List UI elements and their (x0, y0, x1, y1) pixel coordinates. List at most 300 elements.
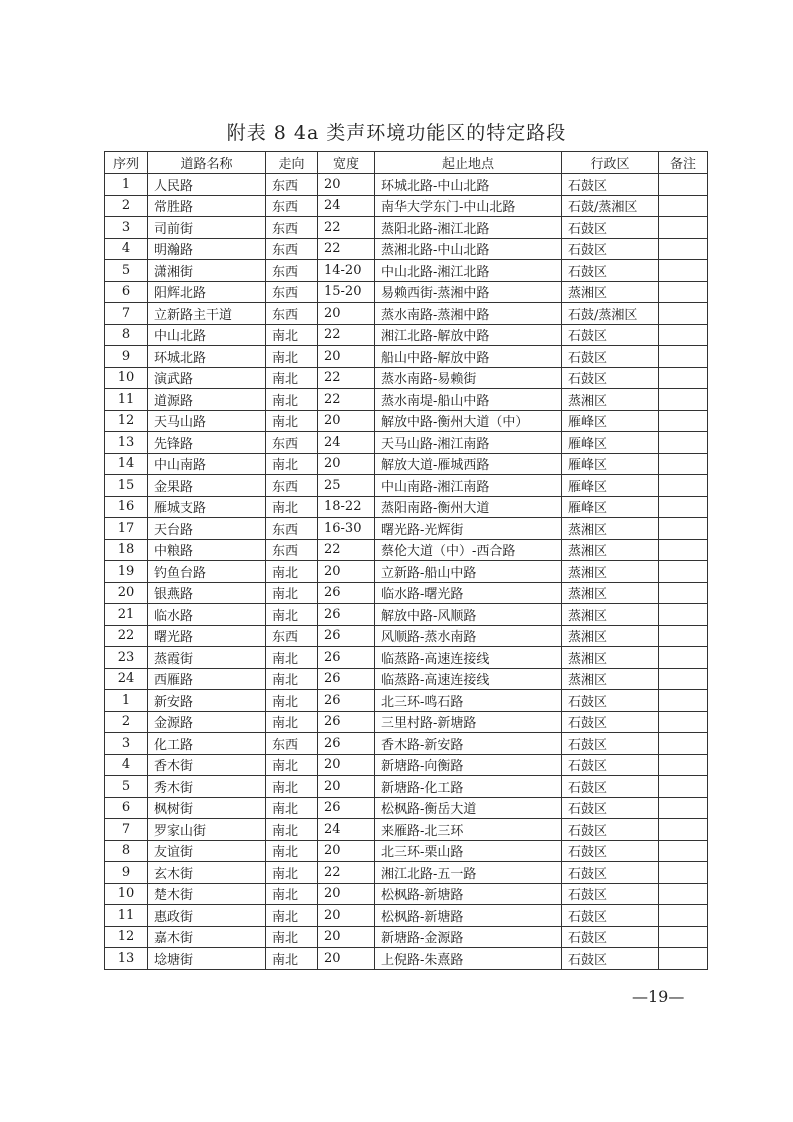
cell-direction: 南北 (266, 453, 318, 475)
cell-road-name: 中山北路 (148, 324, 266, 346)
cell-number: 6 (105, 797, 148, 819)
cell-number: 7 (105, 819, 148, 841)
cell-district: 蒸湘区 (562, 668, 659, 690)
cell-number: 3 (105, 217, 148, 239)
cell-width: 20 (318, 926, 375, 948)
table-row (105, 389, 708, 411)
cell-road-name: 秀木街 (148, 776, 266, 798)
table-row (105, 453, 708, 475)
cell-width: 22 (318, 539, 375, 561)
cell-direction: 南北 (266, 776, 318, 798)
cell-road-name: 明瀚路 (148, 238, 266, 260)
cell-note (659, 432, 708, 454)
cell-width: 22 (318, 217, 375, 239)
cell-direction: 东西 (266, 238, 318, 260)
cell-note (659, 217, 708, 239)
cell-direction: 南北 (266, 819, 318, 841)
cell-road-name: 天马山路 (148, 410, 266, 432)
cell-road-name: 雁城支路 (148, 496, 266, 518)
cell-note (659, 819, 708, 841)
cell-width: 14-20 (318, 260, 375, 282)
cell-district: 石鼓区 (562, 711, 659, 733)
cell-number: 4 (105, 238, 148, 260)
cell-district: 石鼓区 (562, 926, 659, 948)
cell-note (659, 281, 708, 303)
cell-width: 24 (318, 432, 375, 454)
cell-direction: 南北 (266, 711, 318, 733)
table-row (105, 195, 708, 217)
cell-number: 8 (105, 840, 148, 862)
cell-width: 20 (318, 776, 375, 798)
cell-note (659, 518, 708, 540)
cell-width: 22 (318, 862, 375, 884)
cell-note (659, 496, 708, 518)
cell-number: 13 (105, 948, 148, 970)
cell-note (659, 324, 708, 346)
cell-width: 20 (318, 883, 375, 905)
cell-district: 蒸湘区 (562, 281, 659, 303)
cell-road-name: 潇湘街 (148, 260, 266, 282)
cell-direction: 南北 (266, 389, 318, 411)
table-row (105, 217, 708, 239)
cell-number: 14 (105, 453, 148, 475)
cell-start-end: 蒸水南堤-船山中路 (375, 389, 562, 411)
cell-road-name: 道源路 (148, 389, 266, 411)
cell-direction: 东西 (266, 303, 318, 325)
cell-district: 石鼓区 (562, 346, 659, 368)
cell-direction: 东西 (266, 475, 318, 497)
cell-number: 11 (105, 389, 148, 411)
cell-district: 石鼓区 (562, 690, 659, 712)
cell-district: 蒸湘区 (562, 539, 659, 561)
table-row (105, 668, 708, 690)
cell-start-end: 湘江北路-解放中路 (375, 324, 562, 346)
cell-width: 24 (318, 819, 375, 841)
cell-start-end: 中山南路-湘江南路 (375, 475, 562, 497)
cell-direction: 南北 (266, 604, 318, 626)
table-row (105, 324, 708, 346)
cell-district: 石鼓区 (562, 260, 659, 282)
cell-start-end: 南华大学东门-中山北路 (375, 195, 562, 217)
cell-width: 20 (318, 174, 375, 196)
cell-width: 20 (318, 410, 375, 432)
cell-direction: 东西 (266, 432, 318, 454)
cell-note (659, 862, 708, 884)
cell-road-name: 罗家山街 (148, 819, 266, 841)
page-title: 附表 8 4a 类声环境功能区的特定路段 (226, 122, 567, 144)
cell-note (659, 475, 708, 497)
cell-road-name: 先锋路 (148, 432, 266, 454)
cell-width: 20 (318, 840, 375, 862)
cell-width: 20 (318, 346, 375, 368)
cell-note (659, 389, 708, 411)
cell-note (659, 260, 708, 282)
table-row (105, 754, 708, 776)
cell-start-end: 中山北路-湘江北路 (375, 260, 562, 282)
cell-direction: 东西 (266, 281, 318, 303)
table-row (105, 883, 708, 905)
cell-start-end: 解放大道-雁城西路 (375, 453, 562, 475)
cell-number: 1 (105, 690, 148, 712)
cell-direction: 南北 (266, 496, 318, 518)
cell-road-name: 化工路 (148, 733, 266, 755)
table-row (105, 905, 708, 927)
table-row (105, 281, 708, 303)
page-number: —19— (632, 987, 685, 1006)
table-row (105, 711, 708, 733)
road-table (104, 151, 708, 970)
cell-start-end: 蒸水南路-易赖街 (375, 367, 562, 389)
cell-district: 蒸湘区 (562, 389, 659, 411)
cell-road-name: 玄木街 (148, 862, 266, 884)
cell-note (659, 367, 708, 389)
cell-district: 蒸湘区 (562, 518, 659, 540)
cell-number: 6 (105, 281, 148, 303)
cell-width: 20 (318, 905, 375, 927)
table-row (105, 862, 708, 884)
cell-start-end: 新塘路-向衡路 (375, 754, 562, 776)
cell-start-end: 立新路-船山中路 (375, 561, 562, 583)
cell-district: 石鼓区 (562, 174, 659, 196)
cell-road-name: 嘉木街 (148, 926, 266, 948)
cell-width: 20 (318, 303, 375, 325)
cell-start-end: 易赖西街-蒸湘中路 (375, 281, 562, 303)
cell-road-name: 司前街 (148, 217, 266, 239)
cell-start-end: 北三环-栗山路 (375, 840, 562, 862)
table-row (105, 926, 708, 948)
cell-district: 石鼓区 (562, 840, 659, 862)
cell-direction: 南北 (266, 754, 318, 776)
table-row (105, 346, 708, 368)
cell-district: 蒸湘区 (562, 561, 659, 583)
cell-note (659, 539, 708, 561)
cell-number: 10 (105, 883, 148, 905)
cell-district: 蒸湘区 (562, 604, 659, 626)
cell-district: 石鼓区 (562, 883, 659, 905)
cell-district: 石鼓区 (562, 754, 659, 776)
cell-number: 17 (105, 518, 148, 540)
cell-note (659, 754, 708, 776)
cell-start-end: 解放中路-衡州大道（中） (375, 410, 562, 432)
cell-note (659, 926, 708, 948)
cell-road-name: 惠政街 (148, 905, 266, 927)
table-row (105, 582, 708, 604)
cell-number: 21 (105, 604, 148, 626)
cell-road-name: 金果路 (148, 475, 266, 497)
cell-start-end: 风顺路-蒸水南路 (375, 625, 562, 647)
cell-road-name: 枫树街 (148, 797, 266, 819)
cell-direction: 东西 (266, 625, 318, 647)
cell-district: 石鼓区 (562, 948, 659, 970)
cell-width: 26 (318, 690, 375, 712)
table-row (105, 604, 708, 626)
cell-district: 雁峰区 (562, 453, 659, 475)
cell-number: 1 (105, 174, 148, 196)
cell-direction: 南北 (266, 690, 318, 712)
cell-number: 2 (105, 711, 148, 733)
cell-note (659, 195, 708, 217)
cell-note (659, 883, 708, 905)
cell-road-name: 新安路 (148, 690, 266, 712)
cell-district: 石鼓区 (562, 819, 659, 841)
cell-start-end: 香木路-新安路 (375, 733, 562, 755)
cell-note (659, 346, 708, 368)
cell-district: 石鼓区 (562, 217, 659, 239)
cell-district: 蒸湘区 (562, 582, 659, 604)
cell-start-end: 解放中路-风顺路 (375, 604, 562, 626)
cell-note (659, 604, 708, 626)
cell-start-end: 蒸湘北路-中山北路 (375, 238, 562, 260)
cell-direction: 南北 (266, 926, 318, 948)
cell-road-name: 阳辉北路 (148, 281, 266, 303)
cell-number: 10 (105, 367, 148, 389)
cell-start-end: 湘江北路-五一路 (375, 862, 562, 884)
cell-direction: 东西 (266, 733, 318, 755)
cell-direction: 南北 (266, 410, 318, 432)
cell-district: 石鼓区 (562, 797, 659, 819)
cell-note (659, 410, 708, 432)
cell-road-name: 人民路 (148, 174, 266, 196)
cell-number: 5 (105, 260, 148, 282)
cell-width: 26 (318, 797, 375, 819)
cell-start-end: 蒸水南路-蒸湘中路 (375, 303, 562, 325)
table-row (105, 819, 708, 841)
header-cell: 道路名称 (148, 152, 266, 174)
cell-note (659, 711, 708, 733)
cell-width: 22 (318, 389, 375, 411)
cell-direction: 东西 (266, 217, 318, 239)
table-row (105, 174, 708, 196)
cell-number: 9 (105, 862, 148, 884)
cell-start-end: 临水路-曙光路 (375, 582, 562, 604)
cell-number: 16 (105, 496, 148, 518)
cell-road-name: 常胜路 (148, 195, 266, 217)
table-row (105, 303, 708, 325)
cell-start-end: 松枫路-衡岳大道 (375, 797, 562, 819)
cell-width: 26 (318, 668, 375, 690)
table-header-row (105, 152, 708, 174)
cell-width: 26 (318, 733, 375, 755)
cell-start-end: 松枫路-新塘路 (375, 905, 562, 927)
cell-start-end: 船山中路-解放中路 (375, 346, 562, 368)
cell-width: 26 (318, 625, 375, 647)
cell-width: 26 (318, 604, 375, 626)
cell-start-end: 天马山路-湘江南路 (375, 432, 562, 454)
cell-note (659, 561, 708, 583)
table-row (105, 410, 708, 432)
table-row (105, 432, 708, 454)
cell-road-name: 西雁路 (148, 668, 266, 690)
cell-number: 19 (105, 561, 148, 583)
cell-number: 18 (105, 539, 148, 561)
cell-start-end: 临蒸路-高速连接线 (375, 647, 562, 669)
cell-district: 石鼓区 (562, 862, 659, 884)
cell-direction: 南北 (266, 367, 318, 389)
cell-note (659, 647, 708, 669)
cell-width: 25 (318, 475, 375, 497)
cell-road-name: 楚木街 (148, 883, 266, 905)
cell-number: 2 (105, 195, 148, 217)
cell-district: 石鼓区 (562, 905, 659, 927)
cell-width: 24 (318, 195, 375, 217)
cell-width: 26 (318, 582, 375, 604)
table-row (105, 561, 708, 583)
cell-district: 雁峰区 (562, 410, 659, 432)
cell-district: 石鼓区 (562, 733, 659, 755)
cell-note (659, 690, 708, 712)
cell-district: 石鼓区 (562, 367, 659, 389)
table-row (105, 948, 708, 970)
cell-road-name: 立新路主干道 (148, 303, 266, 325)
cell-number: 3 (105, 733, 148, 755)
cell-direction: 东西 (266, 518, 318, 540)
cell-width: 22 (318, 324, 375, 346)
cell-road-name: 中山南路 (148, 453, 266, 475)
header-cell: 起止地点 (375, 152, 562, 174)
cell-number: 5 (105, 776, 148, 798)
cell-width: 20 (318, 948, 375, 970)
table-row (105, 733, 708, 755)
table-row (105, 367, 708, 389)
cell-note (659, 905, 708, 927)
table-row (105, 797, 708, 819)
cell-direction: 南北 (266, 862, 318, 884)
cell-note (659, 776, 708, 798)
cell-district: 雁峰区 (562, 432, 659, 454)
cell-direction: 南北 (266, 840, 318, 862)
cell-number: 12 (105, 410, 148, 432)
table-body (105, 174, 708, 970)
cell-road-name: 香木街 (148, 754, 266, 776)
cell-note (659, 453, 708, 475)
cell-note (659, 303, 708, 325)
cell-road-name: 中粮路 (148, 539, 266, 561)
cell-road-name: 埝塘街 (148, 948, 266, 970)
cell-road-name: 友谊街 (148, 840, 266, 862)
cell-start-end: 新塘路-化工路 (375, 776, 562, 798)
table-row (105, 518, 708, 540)
cell-direction: 南北 (266, 324, 318, 346)
cell-width: 22 (318, 367, 375, 389)
cell-direction: 东西 (266, 195, 318, 217)
header-cell: 备注 (659, 152, 708, 174)
table-row (105, 647, 708, 669)
cell-number: 8 (105, 324, 148, 346)
cell-road-name: 钓鱼台路 (148, 561, 266, 583)
cell-width: 16-30 (318, 518, 375, 540)
cell-road-name: 曙光路 (148, 625, 266, 647)
cell-number: 12 (105, 926, 148, 948)
cell-start-end: 北三环-鸣石路 (375, 690, 562, 712)
cell-number: 24 (105, 668, 148, 690)
cell-number: 9 (105, 346, 148, 368)
cell-start-end: 上倪路-朱熹路 (375, 948, 562, 970)
cell-number: 15 (105, 475, 148, 497)
cell-note (659, 625, 708, 647)
table-row (105, 496, 708, 518)
cell-direction: 南北 (266, 797, 318, 819)
cell-note (659, 948, 708, 970)
cell-start-end: 蒸阳南路-衡州大道 (375, 496, 562, 518)
cell-note (659, 797, 708, 819)
cell-district: 石鼓/蒸湘区 (562, 303, 659, 325)
header-cell: 宽度 (318, 152, 375, 174)
cell-width: 20 (318, 453, 375, 475)
cell-note (659, 733, 708, 755)
cell-direction: 东西 (266, 174, 318, 196)
table-row (105, 260, 708, 282)
cell-width: 26 (318, 647, 375, 669)
cell-start-end: 蔡伦大道（中）-西合路 (375, 539, 562, 561)
cell-road-name: 天台路 (148, 518, 266, 540)
cell-direction: 南北 (266, 668, 318, 690)
cell-direction: 南北 (266, 883, 318, 905)
cell-number: 7 (105, 303, 148, 325)
table-row (105, 475, 708, 497)
cell-start-end: 新塘路-金源路 (375, 926, 562, 948)
header-cell: 序列 (105, 152, 148, 174)
cell-district: 石鼓区 (562, 238, 659, 260)
cell-direction: 南北 (266, 346, 318, 368)
cell-number: 13 (105, 432, 148, 454)
cell-note (659, 840, 708, 862)
cell-district: 石鼓区 (562, 324, 659, 346)
cell-width: 22 (318, 238, 375, 260)
cell-width: 20 (318, 561, 375, 583)
table-row (105, 690, 708, 712)
cell-road-name: 蒸霞街 (148, 647, 266, 669)
cell-direction: 南北 (266, 948, 318, 970)
cell-note (659, 668, 708, 690)
cell-district: 石鼓区 (562, 776, 659, 798)
cell-start-end: 环城北路-中山北路 (375, 174, 562, 196)
cell-width: 20 (318, 754, 375, 776)
cell-width: 15-20 (318, 281, 375, 303)
cell-district: 蒸湘区 (562, 625, 659, 647)
table-row (105, 840, 708, 862)
table-row (105, 625, 708, 647)
cell-road-name: 演武路 (148, 367, 266, 389)
cell-direction: 南北 (266, 561, 318, 583)
cell-start-end: 松枫路-新塘路 (375, 883, 562, 905)
cell-number: 11 (105, 905, 148, 927)
cell-direction: 南北 (266, 647, 318, 669)
cell-direction: 东西 (266, 260, 318, 282)
cell-number: 23 (105, 647, 148, 669)
cell-width: 18-22 (318, 496, 375, 518)
cell-start-end: 三里村路-新塘路 (375, 711, 562, 733)
cell-district: 蒸湘区 (562, 647, 659, 669)
cell-number: 20 (105, 582, 148, 604)
cell-road-name: 环城北路 (148, 346, 266, 368)
cell-road-name: 金源路 (148, 711, 266, 733)
cell-road-name: 银燕路 (148, 582, 266, 604)
cell-note (659, 582, 708, 604)
cell-direction: 南北 (266, 905, 318, 927)
cell-start-end: 来雁路-北三环 (375, 819, 562, 841)
cell-width: 26 (318, 711, 375, 733)
cell-road-name: 临水路 (148, 604, 266, 626)
cell-number: 4 (105, 754, 148, 776)
table-row (105, 539, 708, 561)
cell-start-end: 曙光路-光辉街 (375, 518, 562, 540)
cell-district: 雁峰区 (562, 496, 659, 518)
cell-note (659, 238, 708, 260)
cell-start-end: 临蒸路-高速连接线 (375, 668, 562, 690)
header-cell: 走向 (266, 152, 318, 174)
cell-start-end: 蒸阳北路-湘江北路 (375, 217, 562, 239)
cell-direction: 南北 (266, 582, 318, 604)
